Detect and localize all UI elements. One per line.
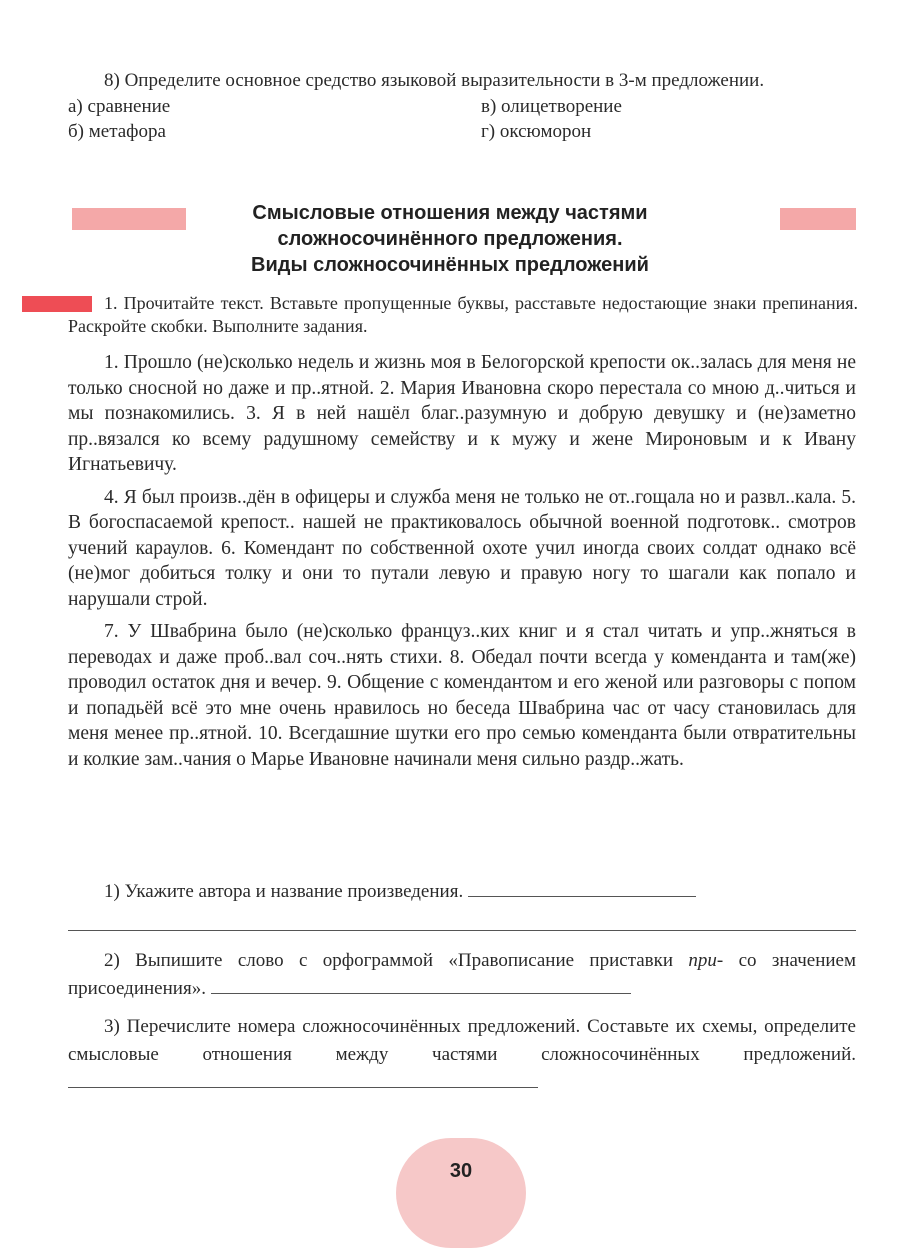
answer-line[interactable] (468, 894, 696, 897)
question-8-text: 8) Определите основное средство языковой выразительности в 3-м предложении. (104, 70, 765, 91)
task-2-text-end: - со значением присоединения». (68, 950, 856, 999)
task-1 (68, 878, 856, 906)
task-2-text: 2) Выпишите слово с орфограммой «Правописание приставки (104, 950, 689, 971)
option-v: в) олицетворение (481, 96, 622, 117)
option-b: б) метафора (68, 121, 166, 142)
task-2 (68, 947, 856, 1003)
text-paragraph: 4. Я был произв..дён в офицеры и служба меня не только не от..гощала но и развл..кала. 5. В богоспасаемой крепост.. нашей не практиковалось обычной военной подготовк.. смотров учений караулов. 6. Комендант по собственной охоте учил иногда своих солдат однако всё (не)мог добиться толку и они то путали левую и правую ногу то шагали как попало и нарушали строй. (68, 486, 856, 610)
tasks-block (68, 878, 856, 1097)
section-title-line-3: Виды сложносочинённых предложений (251, 254, 649, 276)
task-1-text: 1) Укажите автора и название произведения. (104, 881, 464, 902)
question-8-options (68, 94, 858, 144)
option-a: а) сравнение (68, 96, 171, 117)
task-3-text: 3) Перечислите номера сложносочинённых предложений. Составьте их схемы, определите смысловые отношения между частями сложносочинённых предложений. (68, 1016, 856, 1065)
option-g: г) оксюморон (481, 121, 592, 142)
exercise-text (68, 350, 856, 779)
page-number: 30 (449, 1160, 473, 1182)
answer-line[interactable] (68, 906, 856, 931)
section-title (0, 200, 900, 278)
section-title-line-1: Смысловые отношения между частями (252, 202, 648, 224)
section-title-line-2: сложносочинённого предложения. (277, 228, 623, 250)
page-number-badge (396, 1138, 526, 1248)
exercise-instruction (68, 292, 858, 338)
task-2-emphasis: при (688, 950, 717, 971)
text-paragraph: 7. У Швабрина было (не)сколько француз..ких книг и я стал читать и упр..жняться в переводах и даже проб..вал соч..нять стихи. 8. Обедал почти всегда у коменданта и там(же) проводил остаток дня и вечер. 9. Общение с комендантом и его женой или разговоры с попом и попадьёй всё это мне очень нравилось но беседа Швабрина час от часу становилась для меня менее пр..ятной. 10. Всегдашние шутки его про семью коменданта были отвратительны и колкие зам..чания о Марье Ивановне начинали меня сильно раздр..жать. (68, 621, 856, 770)
task-3 (68, 1013, 856, 1097)
answer-line[interactable] (68, 1085, 538, 1088)
exercise-instruction-text: 1. Прочитайте текст. Вставьте пропущенные буквы, расставьте недостающие знаки препинания. Раскройте скобки. Выполните задания. (68, 293, 858, 336)
section-heading (0, 200, 900, 290)
text-paragraph: 1. Прошло (не)сколько недель и жизнь моя в Белогорской крепости ок..залась для меня не только сносной но даже и пр..ятной. 2. Мария Ивановна скоро перестала со мною д..читься и мы познакомились. 3. Я в ней нашёл благ..разумную и добрую девушку и (не)заметно пр..вязался ко всему радушному семейству и к мужу и жене Мироновым и к Ивану Игнатьевичу. (68, 352, 856, 475)
question-8 (68, 68, 858, 144)
answer-line[interactable] (211, 991, 631, 994)
